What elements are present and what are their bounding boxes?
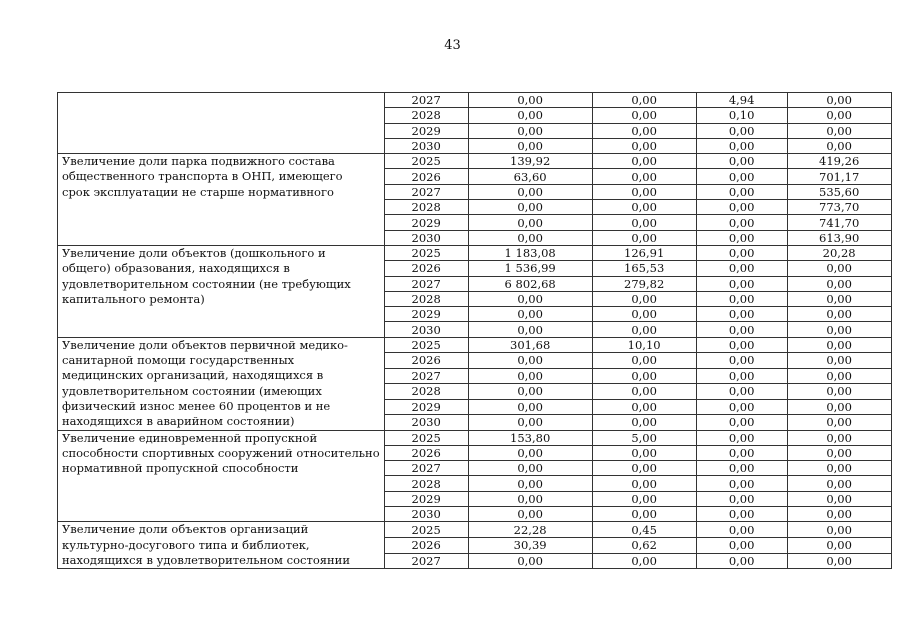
value-cell-1: 0,00: [468, 322, 592, 337]
indicator-label-line: медицинских организаций, находящихся в: [62, 368, 324, 383]
indicator-label: [58, 154, 385, 246]
indicator-label-line: способности спортивных сооружений относительно: [62, 445, 380, 460]
value-cell-2: 0,00: [592, 368, 696, 383]
indicator-label-line: находящихся в удовлетворительном состоянии: [62, 552, 350, 567]
value-cell-4: 773,70: [787, 200, 891, 215]
year-cell: 2026: [384, 169, 468, 184]
value-cell-4: 0,00: [787, 537, 891, 553]
value-cell-1: 1 536,99: [468, 261, 592, 276]
page-number: 43: [444, 38, 461, 53]
value-cell-4: 613,90: [787, 230, 891, 245]
value-cell-1: 139,92: [468, 154, 592, 169]
value-cell-1: 0,00: [468, 553, 592, 569]
value-cell-1: 0,00: [468, 307, 592, 322]
indicator-label: [58, 245, 385, 337]
value-cell-1: 0,00: [468, 368, 592, 383]
year-cell: 2029: [384, 399, 468, 414]
value-cell-1: 301,68: [468, 337, 592, 352]
year-cell: 2029: [384, 307, 468, 322]
value-cell-3: 0,00: [696, 430, 787, 445]
value-cell-2: 0,00: [592, 507, 696, 522]
value-cell-4: 0,00: [787, 430, 891, 445]
value-cell-4: 0,00: [787, 445, 891, 460]
value-cell-2: 0,00: [592, 108, 696, 123]
indicator-label-line: Увеличение доли объектов организаций: [62, 522, 309, 537]
value-cell-2: 0,00: [592, 138, 696, 153]
indicator-label: [58, 337, 385, 430]
value-cell-3: 0,00: [696, 307, 787, 322]
value-cell-3: 0,00: [696, 322, 787, 337]
value-cell-1: 0,00: [468, 353, 592, 368]
value-cell-1: 6 802,68: [468, 276, 592, 291]
value-cell-2: 0,00: [592, 291, 696, 306]
indicator-label: [58, 93, 385, 154]
year-cell: 2029: [384, 215, 468, 230]
table-row: [58, 245, 892, 260]
value-cell-4: 0,00: [787, 461, 891, 476]
value-cell-1: 0,00: [468, 123, 592, 138]
value-cell-3: 0,00: [696, 384, 787, 399]
value-cell-4: 0,00: [787, 322, 891, 337]
value-cell-3: 0,00: [696, 537, 787, 553]
year-cell: 2030: [384, 230, 468, 245]
value-cell-2: 279,82: [592, 276, 696, 291]
value-cell-3: 0,00: [696, 291, 787, 306]
value-cell-1: 0,00: [468, 215, 592, 230]
year-cell: 2025: [384, 154, 468, 169]
table-row: [58, 522, 892, 538]
table-row: [58, 337, 892, 352]
year-cell: 2029: [384, 491, 468, 506]
year-cell: 2028: [384, 200, 468, 215]
value-cell-3: 0,00: [696, 123, 787, 138]
indicator-label-line: Увеличение единовременной пропускной: [62, 430, 318, 445]
value-cell-1: 30,39: [468, 537, 592, 553]
value-cell-2: 165,53: [592, 261, 696, 276]
value-cell-3: 0,00: [696, 184, 787, 199]
value-cell-3: 0,00: [696, 215, 787, 230]
year-cell: 2025: [384, 337, 468, 352]
value-cell-4: 535,60: [787, 184, 891, 199]
value-cell-2: 0,00: [592, 93, 696, 108]
value-cell-3: 0,00: [696, 553, 787, 569]
value-cell-1: 0,00: [468, 384, 592, 399]
year-cell: 2030: [384, 507, 468, 522]
value-cell-2: 0,00: [592, 322, 696, 337]
value-cell-1: 0,00: [468, 461, 592, 476]
year-cell: 2028: [384, 291, 468, 306]
indicator-label-line: Увеличение доли объектов (дошкольного и: [62, 245, 326, 260]
value-cell-3: 0,00: [696, 445, 787, 460]
value-cell-4: 701,17: [787, 169, 891, 184]
year-cell: 2028: [384, 108, 468, 123]
table-row: [58, 430, 892, 445]
indicator-label-line: находящихся в аварийном состоянии): [62, 414, 295, 429]
value-cell-3: 0,00: [696, 261, 787, 276]
value-cell-3: 4,94: [696, 93, 787, 108]
year-cell: 2025: [384, 245, 468, 260]
value-cell-1: 0,00: [468, 138, 592, 153]
value-cell-4: 0,00: [787, 476, 891, 491]
value-cell-4: 741,70: [787, 215, 891, 230]
value-cell-2: 0,00: [592, 445, 696, 460]
year-cell: 2026: [384, 537, 468, 553]
indicator-label-line: капитального ремонта): [62, 291, 205, 306]
value-cell-2: 126,91: [592, 245, 696, 260]
value-cell-4: 0,00: [787, 522, 891, 538]
value-cell-3: 0,00: [696, 154, 787, 169]
value-cell-2: 0,62: [592, 537, 696, 553]
value-cell-2: 10,10: [592, 337, 696, 352]
value-cell-3: 0,00: [696, 276, 787, 291]
year-cell: 2030: [384, 415, 468, 431]
value-cell-4: 0,00: [787, 507, 891, 522]
value-cell-2: 0,00: [592, 154, 696, 169]
value-cell-1: 0,00: [468, 476, 592, 491]
value-cell-4: 0,00: [787, 123, 891, 138]
indicator-label: [58, 522, 385, 569]
value-cell-3: 0,00: [696, 476, 787, 491]
value-cell-3: 0,00: [696, 230, 787, 245]
table-row: [58, 93, 892, 108]
value-cell-4: 0,00: [787, 353, 891, 368]
value-cell-1: 0,00: [468, 291, 592, 306]
value-cell-1: 1 183,08: [468, 245, 592, 260]
value-cell-2: 5,00: [592, 430, 696, 445]
value-cell-4: 0,00: [787, 261, 891, 276]
indicator-label-line: Увеличение доли парка подвижного состава: [62, 154, 335, 169]
year-cell: 2025: [384, 522, 468, 538]
value-cell-3: 0,00: [696, 200, 787, 215]
value-cell-4: 0,00: [787, 337, 891, 352]
value-cell-1: 0,00: [468, 399, 592, 414]
indicator-label: [58, 430, 385, 522]
value-cell-2: 0,00: [592, 200, 696, 215]
year-cell: 2030: [384, 322, 468, 337]
value-cell-3: 0,00: [696, 461, 787, 476]
value-cell-2: 0,00: [592, 123, 696, 138]
indicator-label-line: санитарной помощи государственных: [62, 353, 295, 368]
value-cell-4: 0,00: [787, 138, 891, 153]
value-cell-1: 0,00: [468, 507, 592, 522]
year-cell: 2026: [384, 261, 468, 276]
value-cell-2: 0,00: [592, 553, 696, 569]
value-cell-2: 0,00: [592, 184, 696, 199]
value-cell-1: 0,00: [468, 108, 592, 123]
value-cell-3: 0,00: [696, 337, 787, 352]
indicator-label-line: удовлетворительном состоянии (не требующих: [62, 276, 351, 291]
value-cell-4: 0,00: [787, 368, 891, 383]
value-cell-3: 0,00: [696, 415, 787, 431]
value-cell-4: 0,00: [787, 553, 891, 569]
year-cell: 2027: [384, 553, 468, 569]
table-row: [58, 154, 892, 169]
indicator-label-line: нормативной пропускной способности: [62, 461, 299, 476]
value-cell-2: 0,00: [592, 491, 696, 506]
value-cell-2: 0,00: [592, 399, 696, 414]
value-cell-2: 0,00: [592, 384, 696, 399]
value-cell-4: 419,26: [787, 154, 891, 169]
value-cell-2: 0,00: [592, 307, 696, 322]
value-cell-4: 0,00: [787, 307, 891, 322]
value-cell-4: 0,00: [787, 291, 891, 306]
value-cell-1: 0,00: [468, 230, 592, 245]
value-cell-1: 22,28: [468, 522, 592, 538]
value-cell-1: 0,00: [468, 491, 592, 506]
value-cell-1: 0,00: [468, 184, 592, 199]
value-cell-4: 0,00: [787, 415, 891, 431]
value-cell-3: 0,00: [696, 507, 787, 522]
value-cell-3: 0,00: [696, 245, 787, 260]
table-body: [58, 93, 892, 569]
value-cell-4: 20,28: [787, 245, 891, 260]
indicator-label-line: культурно-досугового типа и библиотек,: [62, 537, 310, 552]
value-cell-3: 0,00: [696, 353, 787, 368]
indicator-label-line: общественного транспорта в ОНП, имеющего: [62, 169, 343, 184]
value-cell-2: 0,00: [592, 215, 696, 230]
indicator-label-line: срок эксплуатации не старше нормативного: [62, 184, 334, 199]
value-cell-1: 0,00: [468, 93, 592, 108]
value-cell-2: 0,45: [592, 522, 696, 538]
year-cell: 2027: [384, 93, 468, 108]
value-cell-3: 0,00: [696, 522, 787, 538]
value-cell-3: 0,00: [696, 138, 787, 153]
value-cell-4: 0,00: [787, 491, 891, 506]
year-cell: 2030: [384, 138, 468, 153]
value-cell-3: 0,00: [696, 169, 787, 184]
indicator-label-line: общего) образования, находящихся в: [62, 261, 290, 276]
value-cell-1: 63,60: [468, 169, 592, 184]
value-cell-2: 0,00: [592, 169, 696, 184]
value-cell-2: 0,00: [592, 461, 696, 476]
value-cell-1: 0,00: [468, 415, 592, 431]
year-cell: 2028: [384, 384, 468, 399]
year-cell: 2027: [384, 368, 468, 383]
value-cell-2: 0,00: [592, 476, 696, 491]
value-cell-4: 0,00: [787, 108, 891, 123]
value-cell-1: 0,00: [468, 445, 592, 460]
value-cell-3: 0,00: [696, 368, 787, 383]
value-cell-2: 0,00: [592, 353, 696, 368]
year-cell: 2027: [384, 276, 468, 291]
value-cell-3: 0,00: [696, 399, 787, 414]
year-cell: 2028: [384, 476, 468, 491]
value-cell-1: 0,00: [468, 200, 592, 215]
value-cell-4: 0,00: [787, 399, 891, 414]
value-cell-3: 0,00: [696, 491, 787, 506]
value-cell-1: 153,80: [468, 430, 592, 445]
year-cell: 2027: [384, 184, 468, 199]
value-cell-2: 0,00: [592, 230, 696, 245]
indicator-label-line: Увеличение доли объектов первичной медико-: [62, 337, 348, 352]
value-cell-2: 0,00: [592, 415, 696, 431]
year-cell: 2026: [384, 353, 468, 368]
year-cell: 2025: [384, 430, 468, 445]
indicator-label-line: удовлетворительном состоянии (имеющих: [62, 383, 322, 398]
funding-table: [57, 92, 892, 569]
year-cell: 2026: [384, 445, 468, 460]
value-cell-4: 0,00: [787, 93, 891, 108]
value-cell-4: 0,00: [787, 384, 891, 399]
indicator-label-line: физический износ менее 60 процентов и не: [62, 398, 331, 413]
year-cell: 2027: [384, 461, 468, 476]
value-cell-3: 0,10: [696, 108, 787, 123]
value-cell-4: 0,00: [787, 276, 891, 291]
year-cell: 2029: [384, 123, 468, 138]
